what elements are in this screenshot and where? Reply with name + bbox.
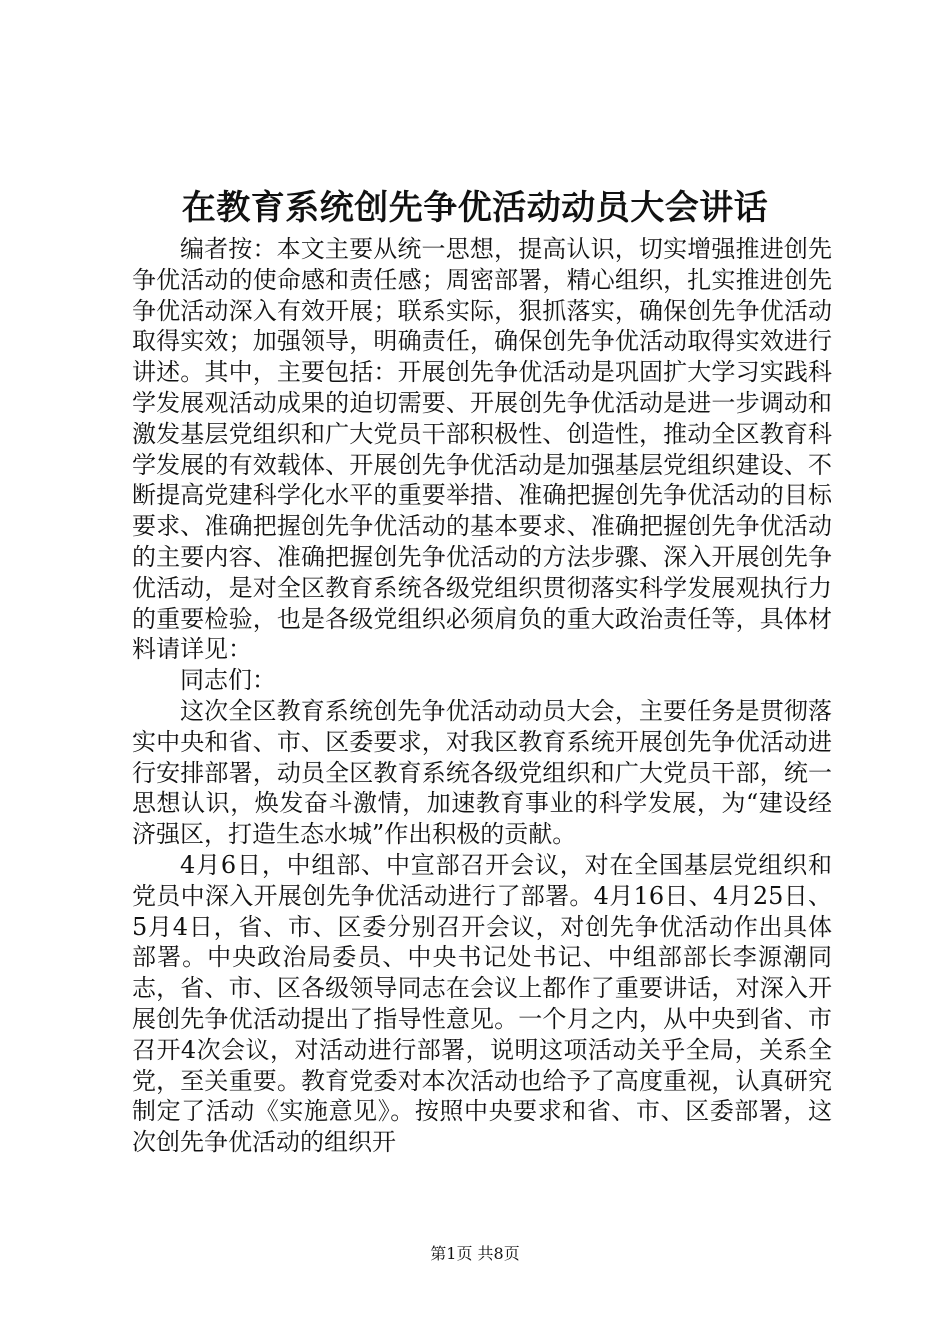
body-paragraph: 这次全区教育系统创先争优活动动员大会，主要任务是贯彻落实中央和省、市、区委要求，对我区教育系统开展创先争优活动进行安排部署，动员全区教育系统各级党组织和广大党员干部，统一思想认识，焕发奋斗激情，加速教育事业的科学发展，为“建设经济强区，打造生态水城”作出积极的贡献。	[132, 696, 832, 849]
salutation-paragraph: 同志们：	[180, 666, 276, 695]
document-body	[132, 234, 832, 1158]
document-title: 在教育系统创先争优活动动员大会讲话	[181, 188, 769, 228]
editor-note-paragraph: 编者按：本文主要从统一思想，提高认识，切实增强推进创先争优活动的使命感和责任感；周密部署，精心组织，扎实推进创先争优活动深入有效开展；联系实际，狠抓落实，确保创先争优活动取得实效；加强领导，明确责任，确保创先争优活动取得实效进行讲述。其中，主要包括：开展创先争优活动是巩固扩大学习实践科学发展观活动成果的迫切需要、开展创先争优活动是进一步调动和激发基层党组织和广大党员干部积极性、创造性，推动全区教育科学发展的有效载体、开展创先争优活动是加强基层党组织建设、不断提高党建科学化水平的重要举措、准确把握创先争优活动的目标要求、准确把握创先争优活动的基本要求、准确把握创先争优活动的主要内容、准确把握创先争优活动的方法步骤、深入开展创先争优活动，是对全区教育系统各级党组织贯彻落实科学发展观执行力的重要检验，也是各级党组织必须肩负的重大政治责任等，具体材料请详见：	[132, 235, 832, 664]
page-number: 第1页 共8页	[430, 1244, 520, 1263]
body-paragraph: 4月6日，中组部、中宣部召开会议，对在全国基层党组织和党员中深入开展创先争优活动进行了部署。4月16日、4月25日、5月4日，省、市、区委分别召开会议，对创先争优活动作出具体部署。中央政治局委员、中央书记处书记、中组部部长李源潮同志，省、市、区各级领导同志在会议上都作了重要讲话，对深入开展创先争优活动提出了指导性意见。一个月之内，从中央到省、市召开4次会议，对活动进行部署，说明这项活动关乎全局，关系全党，至关重要。教育党委对本次活动也给予了高度重视，认真研究制定了活动《实施意见》。按照中央要求和省、市、区委部署，这次创先争优活动的组织开	[132, 850, 832, 1157]
